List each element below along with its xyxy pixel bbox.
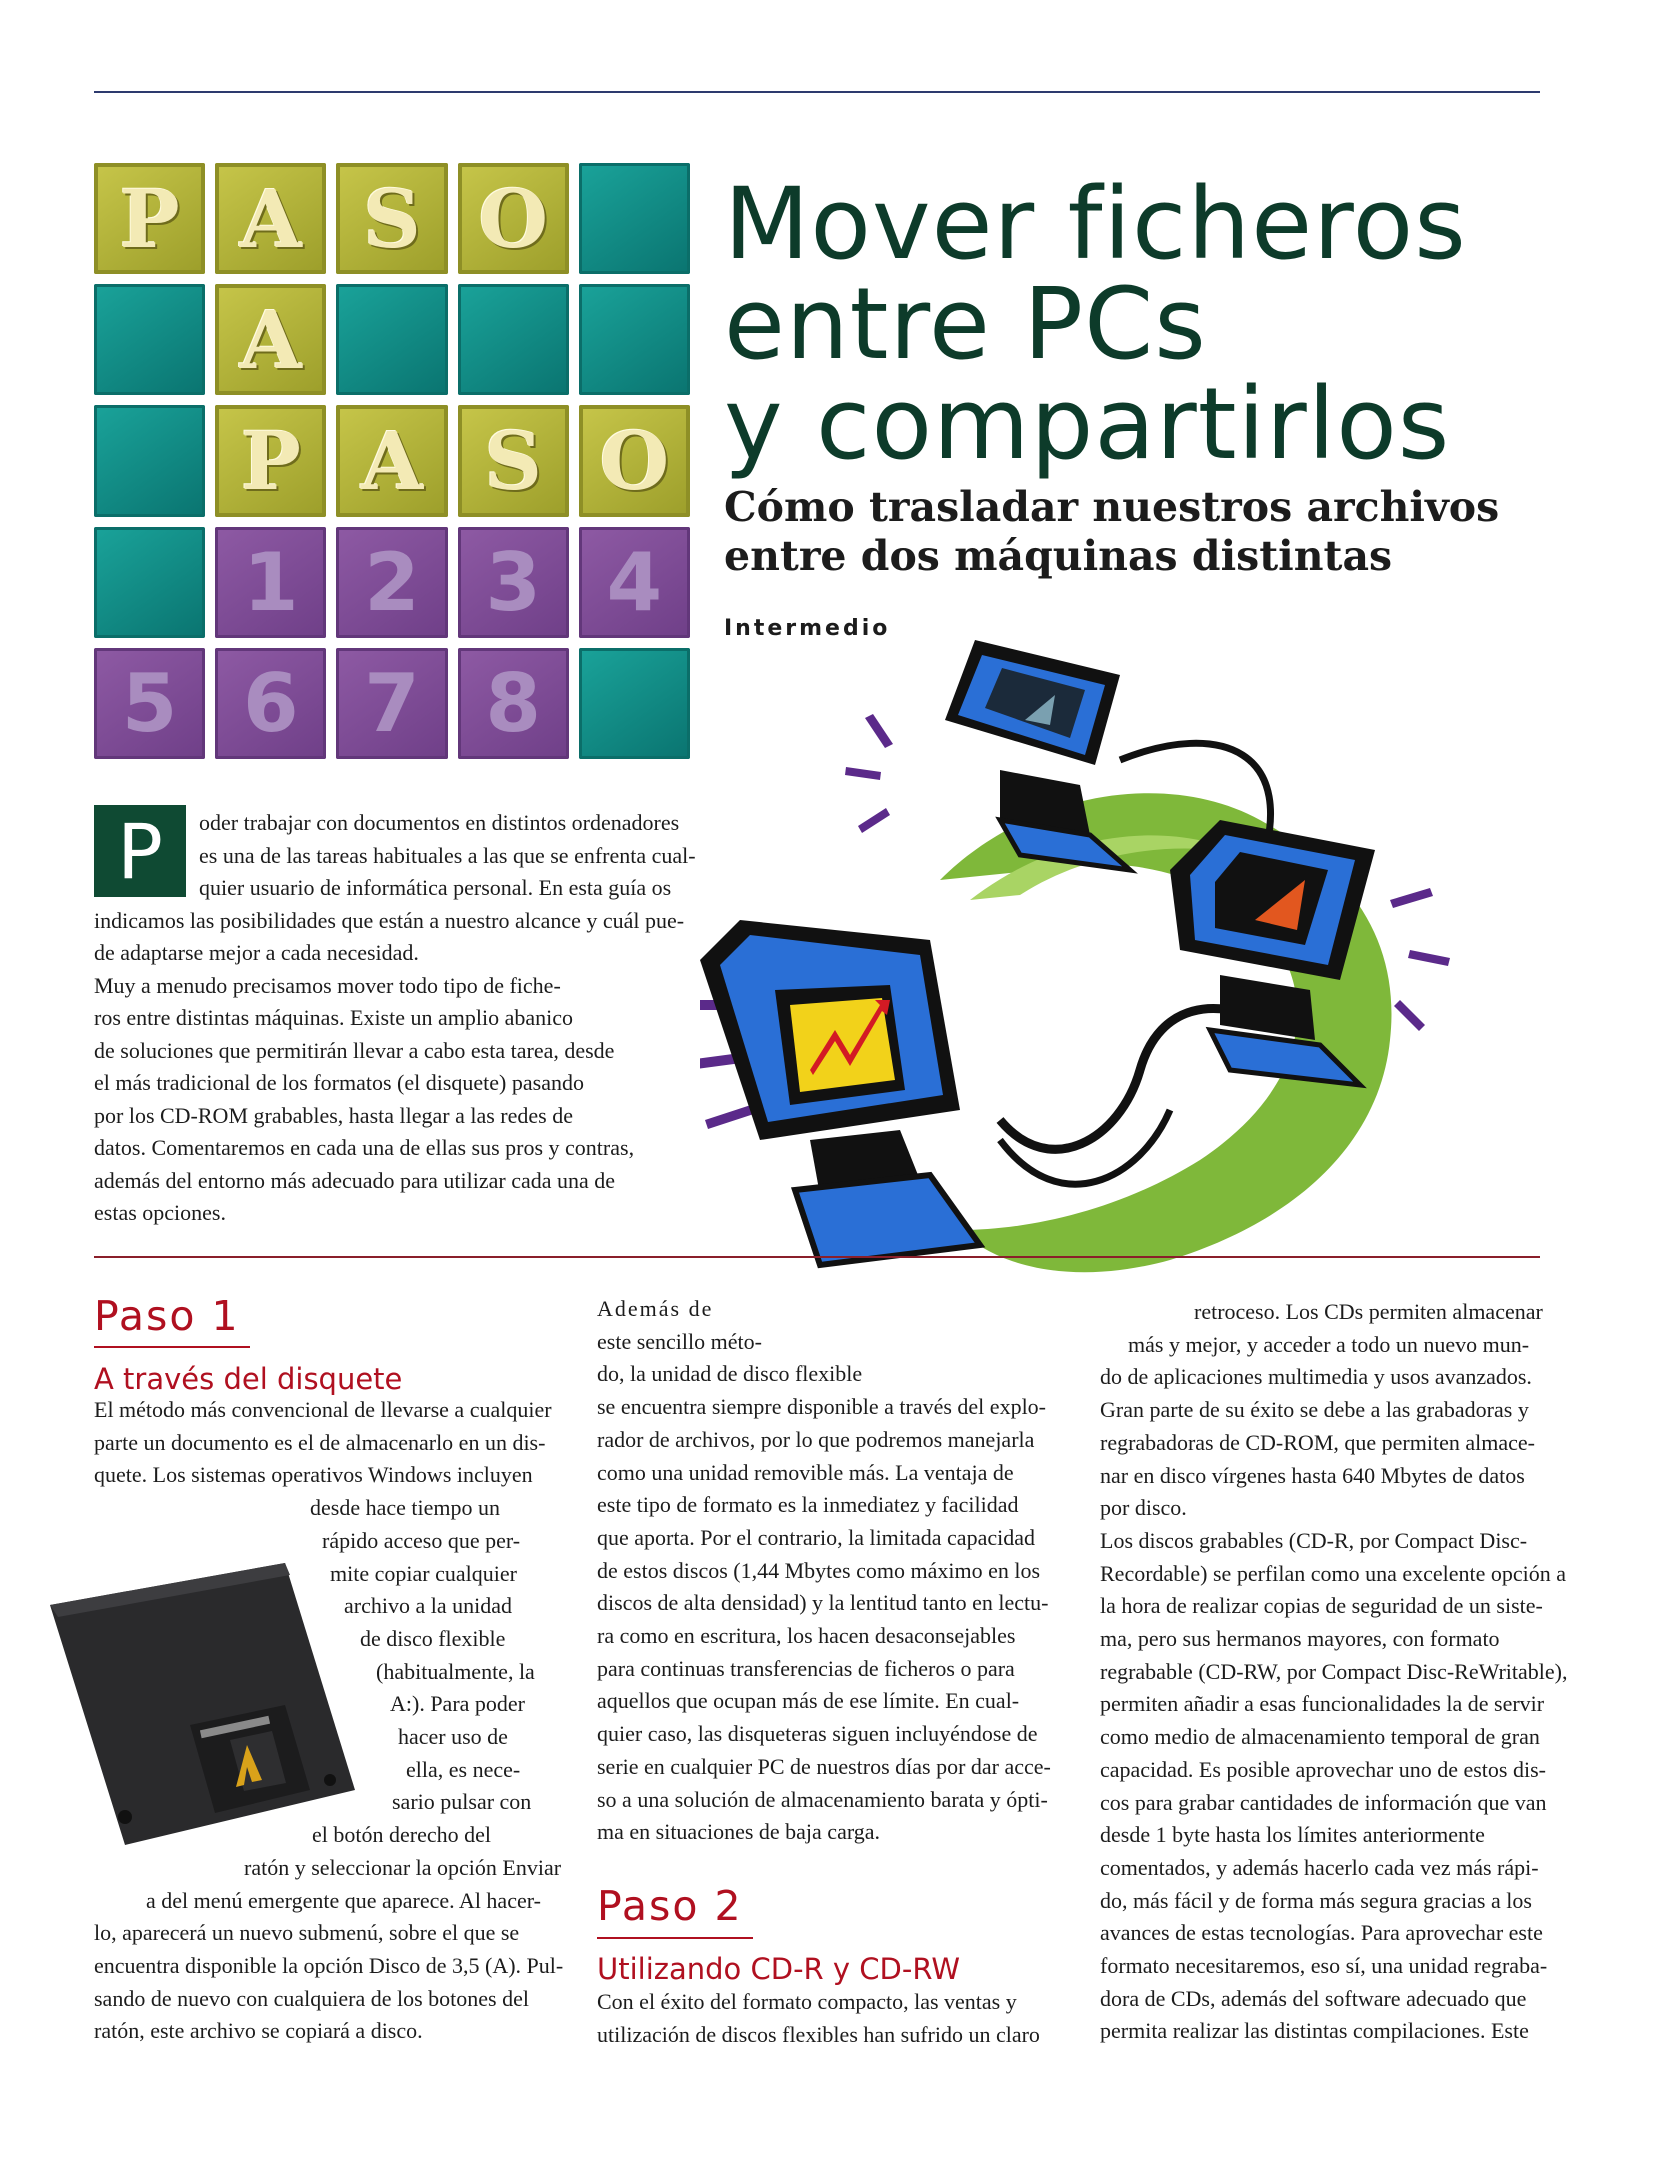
body-line: sando de nuevo con cualquiera de los botones del: [94, 1985, 529, 2011]
title-line: entre PCs: [724, 267, 1207, 382]
intro-line: el más tradicional de los formatos (el disquete) pasando: [94, 1070, 584, 1095]
body-line: mite copiar cualquier: [330, 1560, 517, 1586]
subtitle-line: entre dos máquinas distintas: [724, 532, 1393, 580]
logo-tile: P: [215, 405, 326, 516]
body-line: serie en cualquier PC de nuestros días por dar acce-: [597, 1753, 1051, 1779]
logo-tile: 7: [336, 648, 447, 759]
body-line: para continuas transferencias de ficheros o para: [597, 1655, 1015, 1681]
difficulty-level: Intermedio: [724, 616, 891, 641]
logo-tile: O: [579, 405, 690, 516]
body-line: hacer uso de: [398, 1724, 508, 1750]
step-2-underline: [597, 1937, 753, 1939]
body-line: capacidad. Es posible aprovechar uno de estos dis-: [1100, 1756, 1546, 1782]
body-line: la hora de realizar copias de seguridad de un siste-: [1100, 1593, 1543, 1619]
drop-cap: P: [94, 805, 186, 897]
column-2-body: [597, 1293, 1051, 1849]
computer-left-icon: [700, 920, 980, 1265]
body-line: más y mejor, y acceder a todo un nuevo mun-: [1128, 1331, 1530, 1357]
logo-tile: O: [458, 163, 569, 274]
body-line: Los discos grabables (CD-R, por Compact Disc-: [1100, 1527, 1528, 1553]
logo-tile: [458, 284, 569, 395]
body-line: de estos discos (1,44 Mbytes como máximo en los: [597, 1557, 1041, 1583]
body-line: dora de CDs, además del software adecuado que: [1100, 1985, 1527, 2011]
body-line: parte un documento es el de almacenarlo en un dis-: [94, 1429, 546, 1455]
body-line: Recordable) se perfilan como una excelente opción a: [1100, 1560, 1567, 1586]
body-line: regrabable (CD-RW, por Compact Disc-ReWritable),: [1100, 1658, 1568, 1684]
logo-tile: 4: [579, 527, 690, 638]
body-line: aquellos que ocupan más de ese límite. En cual-: [597, 1688, 1020, 1714]
subtitle-line: Cómo trasladar nuestros archivos: [724, 483, 1500, 531]
body-line: archivo a la unidad: [344, 1593, 512, 1619]
body-line: este sencillo méto-: [597, 1328, 762, 1354]
body-line: avances de estas tecnologías. Para aprovechar este: [1100, 1920, 1543, 1946]
body-line: comentados, y además hacerlo cada vez más rápi-: [1100, 1854, 1539, 1880]
intro-line: indicamos las posibilidades que están a nuestro alcance y cuál pue-: [94, 907, 685, 933]
logo-tile: [579, 163, 690, 274]
body-line: encuentra disponible la opción Disco de 3,5 (A). Pul-: [94, 1952, 564, 1978]
logo-tile: [94, 527, 205, 638]
step-2-label: Paso 2: [597, 1882, 743, 1930]
logo-tile: A: [215, 163, 326, 274]
body-line: ratón y seleccionar la opción Enviar: [244, 1854, 562, 1880]
logo-tile: 6: [215, 648, 326, 759]
body-line: do, la unidad de disco flexible: [597, 1361, 863, 1387]
body-line: como una unidad removible más. La ventaja de: [597, 1459, 1014, 1485]
logo-tile: 3: [458, 527, 569, 638]
intro-line: por los CD-ROM grabables, hasta llegar a las redes de: [94, 1102, 573, 1128]
body-line: utilización de discos flexibles han sufrido un claro: [597, 2021, 1040, 2047]
intro-line: Muy a menudo precisamos mover todo tipo de fiche-: [94, 972, 561, 998]
body-line: discos de alta densidad) y la lentitud tanto en lectu-: [597, 1590, 1049, 1616]
body-line: de disco flexible: [360, 1625, 506, 1651]
section-rule: [94, 1256, 1540, 1258]
body-line: regrabadoras de CD-ROM, que permiten almace-: [1100, 1429, 1535, 1455]
step-1-heading: A través del disquete: [94, 1362, 403, 1396]
intro-line: estas opciones.: [94, 1200, 226, 1225]
body-line: permita realizar las distintas compilaciones. Este: [1100, 2018, 1529, 2044]
title-line: Mover ficheros: [724, 167, 1467, 282]
logo-tile: S: [336, 163, 447, 274]
body-line: El método más convencional de llevarse a cualquier: [94, 1397, 552, 1422]
step-1-body: [94, 1394, 564, 2048]
page-subtitle: [724, 483, 1499, 581]
logo-tile: 1: [215, 527, 326, 638]
logo-tile: P: [94, 163, 205, 274]
step-1-underline: [94, 1346, 250, 1348]
body-line: Además de: [597, 1296, 714, 1321]
logo-tile: S: [458, 405, 569, 516]
body-line: Gran parte de su éxito se debe a las grabadoras y: [1100, 1397, 1529, 1423]
body-line: nar en disco vírgenes hasta 640 Mbytes de datos: [1100, 1462, 1525, 1488]
body-line: por disco.: [1100, 1495, 1187, 1521]
body-line: ratón, este archivo se copiará a disco.: [94, 2018, 423, 2044]
body-line: rador de archivos, por lo que podremos manejarla: [597, 1426, 1035, 1452]
title-line: y compartirlos: [724, 367, 1451, 482]
step-2-body: [597, 1986, 1040, 2051]
step-1-label: Paso 1: [94, 1292, 240, 1340]
intro-line: es una de las tareas habituales a las que se enfrenta cual-: [199, 842, 696, 868]
body-line: se encuentra siempre disponible a través del explo-: [597, 1394, 1047, 1420]
logo-tile: [579, 648, 690, 759]
body-line: formato necesitaremos, eso sí, una unidad regraba-: [1100, 1953, 1548, 1979]
logo-tile: 8: [458, 648, 569, 759]
top-rule: [94, 91, 1540, 93]
body-line: permiten añadir a esas funcionalidades la de servir: [1100, 1691, 1545, 1717]
body-line: quete. Los sistemas operativos Windows incluyen: [94, 1462, 533, 1488]
body-line: que aporta. Por el contrario, la limitada capacidad: [597, 1524, 1035, 1550]
body-line: a del menú emergente que aparece. Al hacer-: [146, 1887, 541, 1913]
logo-tile: 2: [336, 527, 447, 638]
logo-tile: [94, 405, 205, 516]
intro-line: quier usuario de informática personal. En esta guía os: [199, 875, 672, 900]
body-line: ra como en escritura, los hacen desaconsejables: [597, 1623, 1016, 1649]
intro-lines-beside-cap: [199, 807, 696, 905]
body-line: ma en situaciones de baja carga.: [597, 1819, 881, 1845]
logo-tile: [94, 284, 205, 395]
body-line: lo, aparecerá un nuevo submenú, sobre el que se: [94, 1920, 520, 1946]
body-line: do de aplicaciones multimedia y usos avanzados.: [1100, 1364, 1532, 1390]
body-line: Con el éxito del formato compacto, las ventas y: [597, 1989, 1017, 2014]
intro-line: datos. Comentaremos en cada una de ellas sus pros y contras,: [94, 1135, 635, 1160]
paso-a-paso-logo: [94, 163, 690, 759]
body-line: quier caso, las disqueteras siguen incluyéndose de: [597, 1721, 1038, 1747]
body-line: el botón derecho del: [312, 1822, 491, 1848]
networked-computers-illustration: [700, 620, 1543, 1340]
step-2-heading: Utilizando CD-R y CD-RW: [597, 1952, 960, 1986]
logo-tile: 5: [94, 648, 205, 759]
page-title: [724, 167, 1467, 482]
body-line: este tipo de formato es la inmediatez y facilidad: [597, 1492, 1019, 1518]
logo-tile: [336, 284, 447, 395]
body-line: ma, pero sus hermanos mayores, con formato: [1100, 1626, 1500, 1652]
intro-line: además del entorno más adecuado para utilizar cada una de: [94, 1167, 616, 1193]
body-line: cos para grabar cantidades de información que van: [1100, 1789, 1547, 1815]
body-line: (habitualmente, la: [376, 1658, 535, 1684]
body-line: como medio de almacenamiento temporal de gran: [1100, 1724, 1540, 1750]
body-line: desde 1 byte hasta los límites anteriormente: [1100, 1822, 1485, 1848]
logo-tile: A: [215, 284, 326, 395]
body-line: sario pulsar con: [392, 1789, 532, 1815]
body-line: do, más fácil y de forma más segura gracias a los: [1100, 1887, 1532, 1913]
intro-line: de soluciones que permitirán llevar a cabo esta tarea, desde: [94, 1037, 615, 1063]
intro-line: oder trabajar con documentos en distintos ordenadores: [199, 810, 680, 835]
body-line: rápido acceso que per-: [322, 1527, 521, 1553]
intro-line: ros entre distintas máquinas. Existe un amplio abanico: [94, 1005, 574, 1030]
body-line: desde hace tiempo un: [310, 1495, 500, 1521]
body-line: so a una solución de almacenamiento barata y ópti-: [597, 1786, 1048, 1812]
logo-tile: [579, 284, 690, 395]
body-line: ella, es nece-: [406, 1756, 521, 1782]
column-3-body: [1100, 1296, 1568, 2048]
body-line: retroceso. Los CDs permiten almacenar: [1194, 1299, 1543, 1324]
intro-paragraph: [94, 905, 684, 1230]
logo-tile: A: [336, 405, 447, 516]
body-line: A:). Para poder: [390, 1691, 526, 1717]
intro-line: de adaptarse mejor a cada necesidad.: [94, 940, 419, 965]
